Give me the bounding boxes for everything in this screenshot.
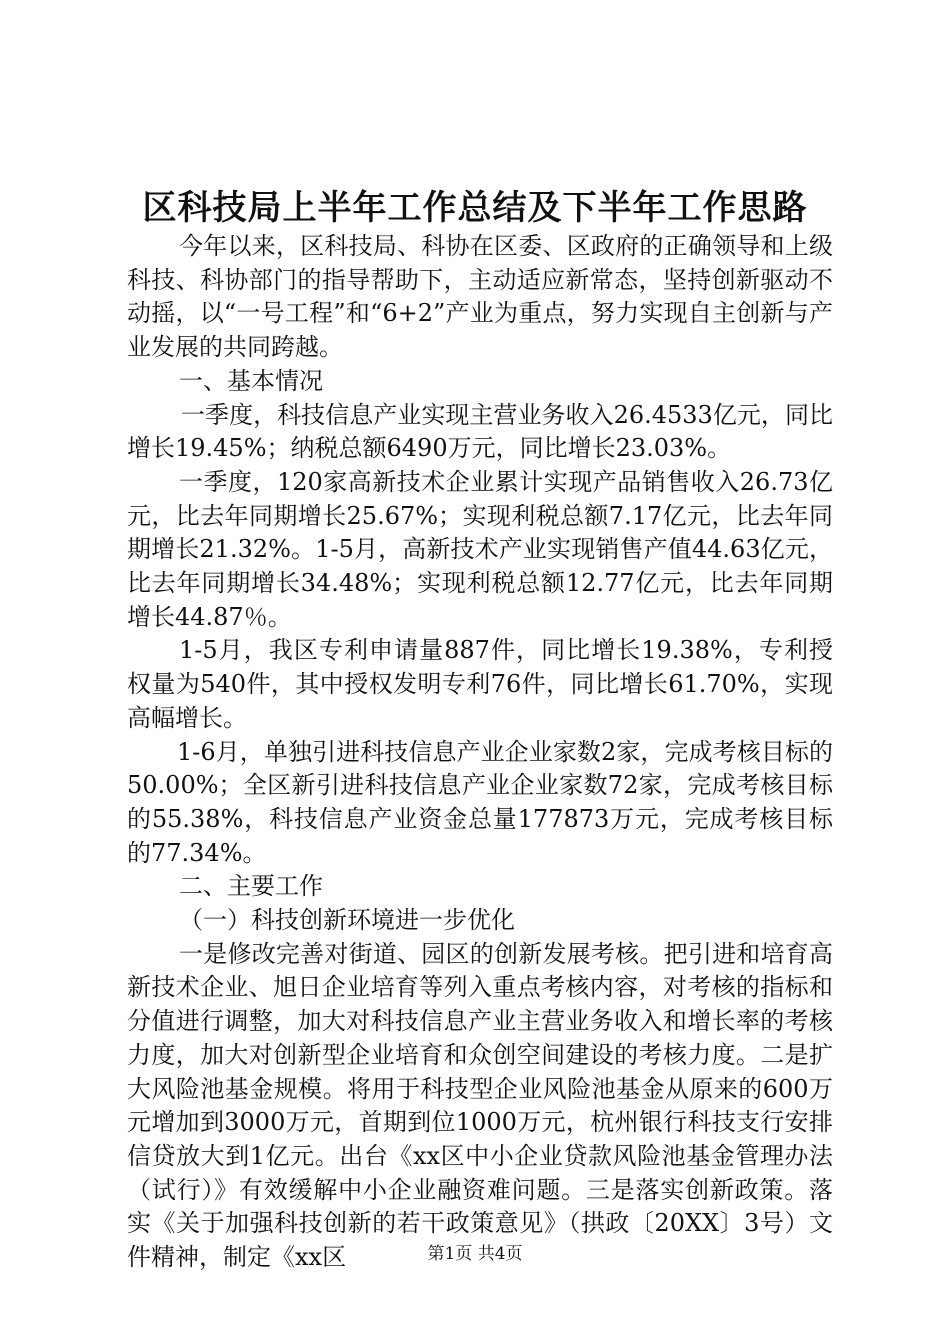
page-footer: 第1页 共4页 — [427, 1244, 523, 1264]
intro-paragraph: 今年以来，区科技局、科协在区委、区政府的正确领导和上级科技、科协部门的指导帮助下，主动适应新常态，坚持创新驱动不动摇，以“一号工程”和“6+2”产业为重点，努力实现自主创新与产业发展的共同跨越。 — [127, 232, 833, 362]
paragraph-innovation-measures: 一是修改完善对街道、园区的创新发展考核。把引进和培育高新技术企业、旭日企业培育等列入重点考核内容，对考核的指标和分值进行调整，加大对科技信息产业主营业务收入和增长率的考核力度，加大对创新型企业培育和众创空间建设的考核力度。二是扩大风险池基金规模。将用于科技型企业风险池基金从原来的600万元增加到3000万元，首期到位1000万元，杭州银行科技支行安排信贷放大到1亿元。出台《xx区中小企业贷款风险池基金管理办法（试行）》有效缓解中小企业融资难问题。三是落实创新政策。落实《关于加强科技创新的若干政策意见》（拱政〔20XX〕3号）文件精神，制定《xx区 — [127, 939, 833, 1272]
section-heading-main-work: 二、主要工作 — [179, 872, 323, 901]
document-body — [127, 230, 833, 1275]
document-title: 区科技局上半年工作总结及下半年工作思路 — [142, 188, 808, 228]
paragraph-enterprise-introduction: 1-6月，单独引进科技信息产业企业家数2家，完成考核目标的50.00%；全区新引进科技信息产业企业家数72家，完成考核目标的55.38%，科技信息产业资金总量177873万元，完成考核目标的77.34%。 — [127, 737, 833, 867]
paragraph-hightech-sales: 一季度，120家高新技术企业累计实现产品销售收入26.73亿元，比去年同期增长25.67%；实现利税总额7.17亿元，比去年同期增长21.32%。1-5月，高新技术产业实现销售产值44.63亿元，比去年同期增长34.48%；实现利税总额12.77亿元，比去年同期增长44.87％。 — [127, 467, 833, 631]
subsection-heading-innovation-environment: （一）科技创新环境进一步优化 — [179, 906, 515, 935]
section-heading-basic-situation: 一、基本情况 — [179, 366, 323, 395]
paragraph-q1-revenue: 一季度，科技信息产业实现主营业务收入26.4533亿元，同比增长19.45%；纳税总额6490万元，同比增长23.03%。 — [127, 400, 833, 463]
paragraph-patents: 1-5月，我区专利申请量887件，同比增长19.38%，专利授权量为540件，其中授权发明专利76件，同比增长61.70%，实现高幅增长。 — [127, 636, 833, 732]
